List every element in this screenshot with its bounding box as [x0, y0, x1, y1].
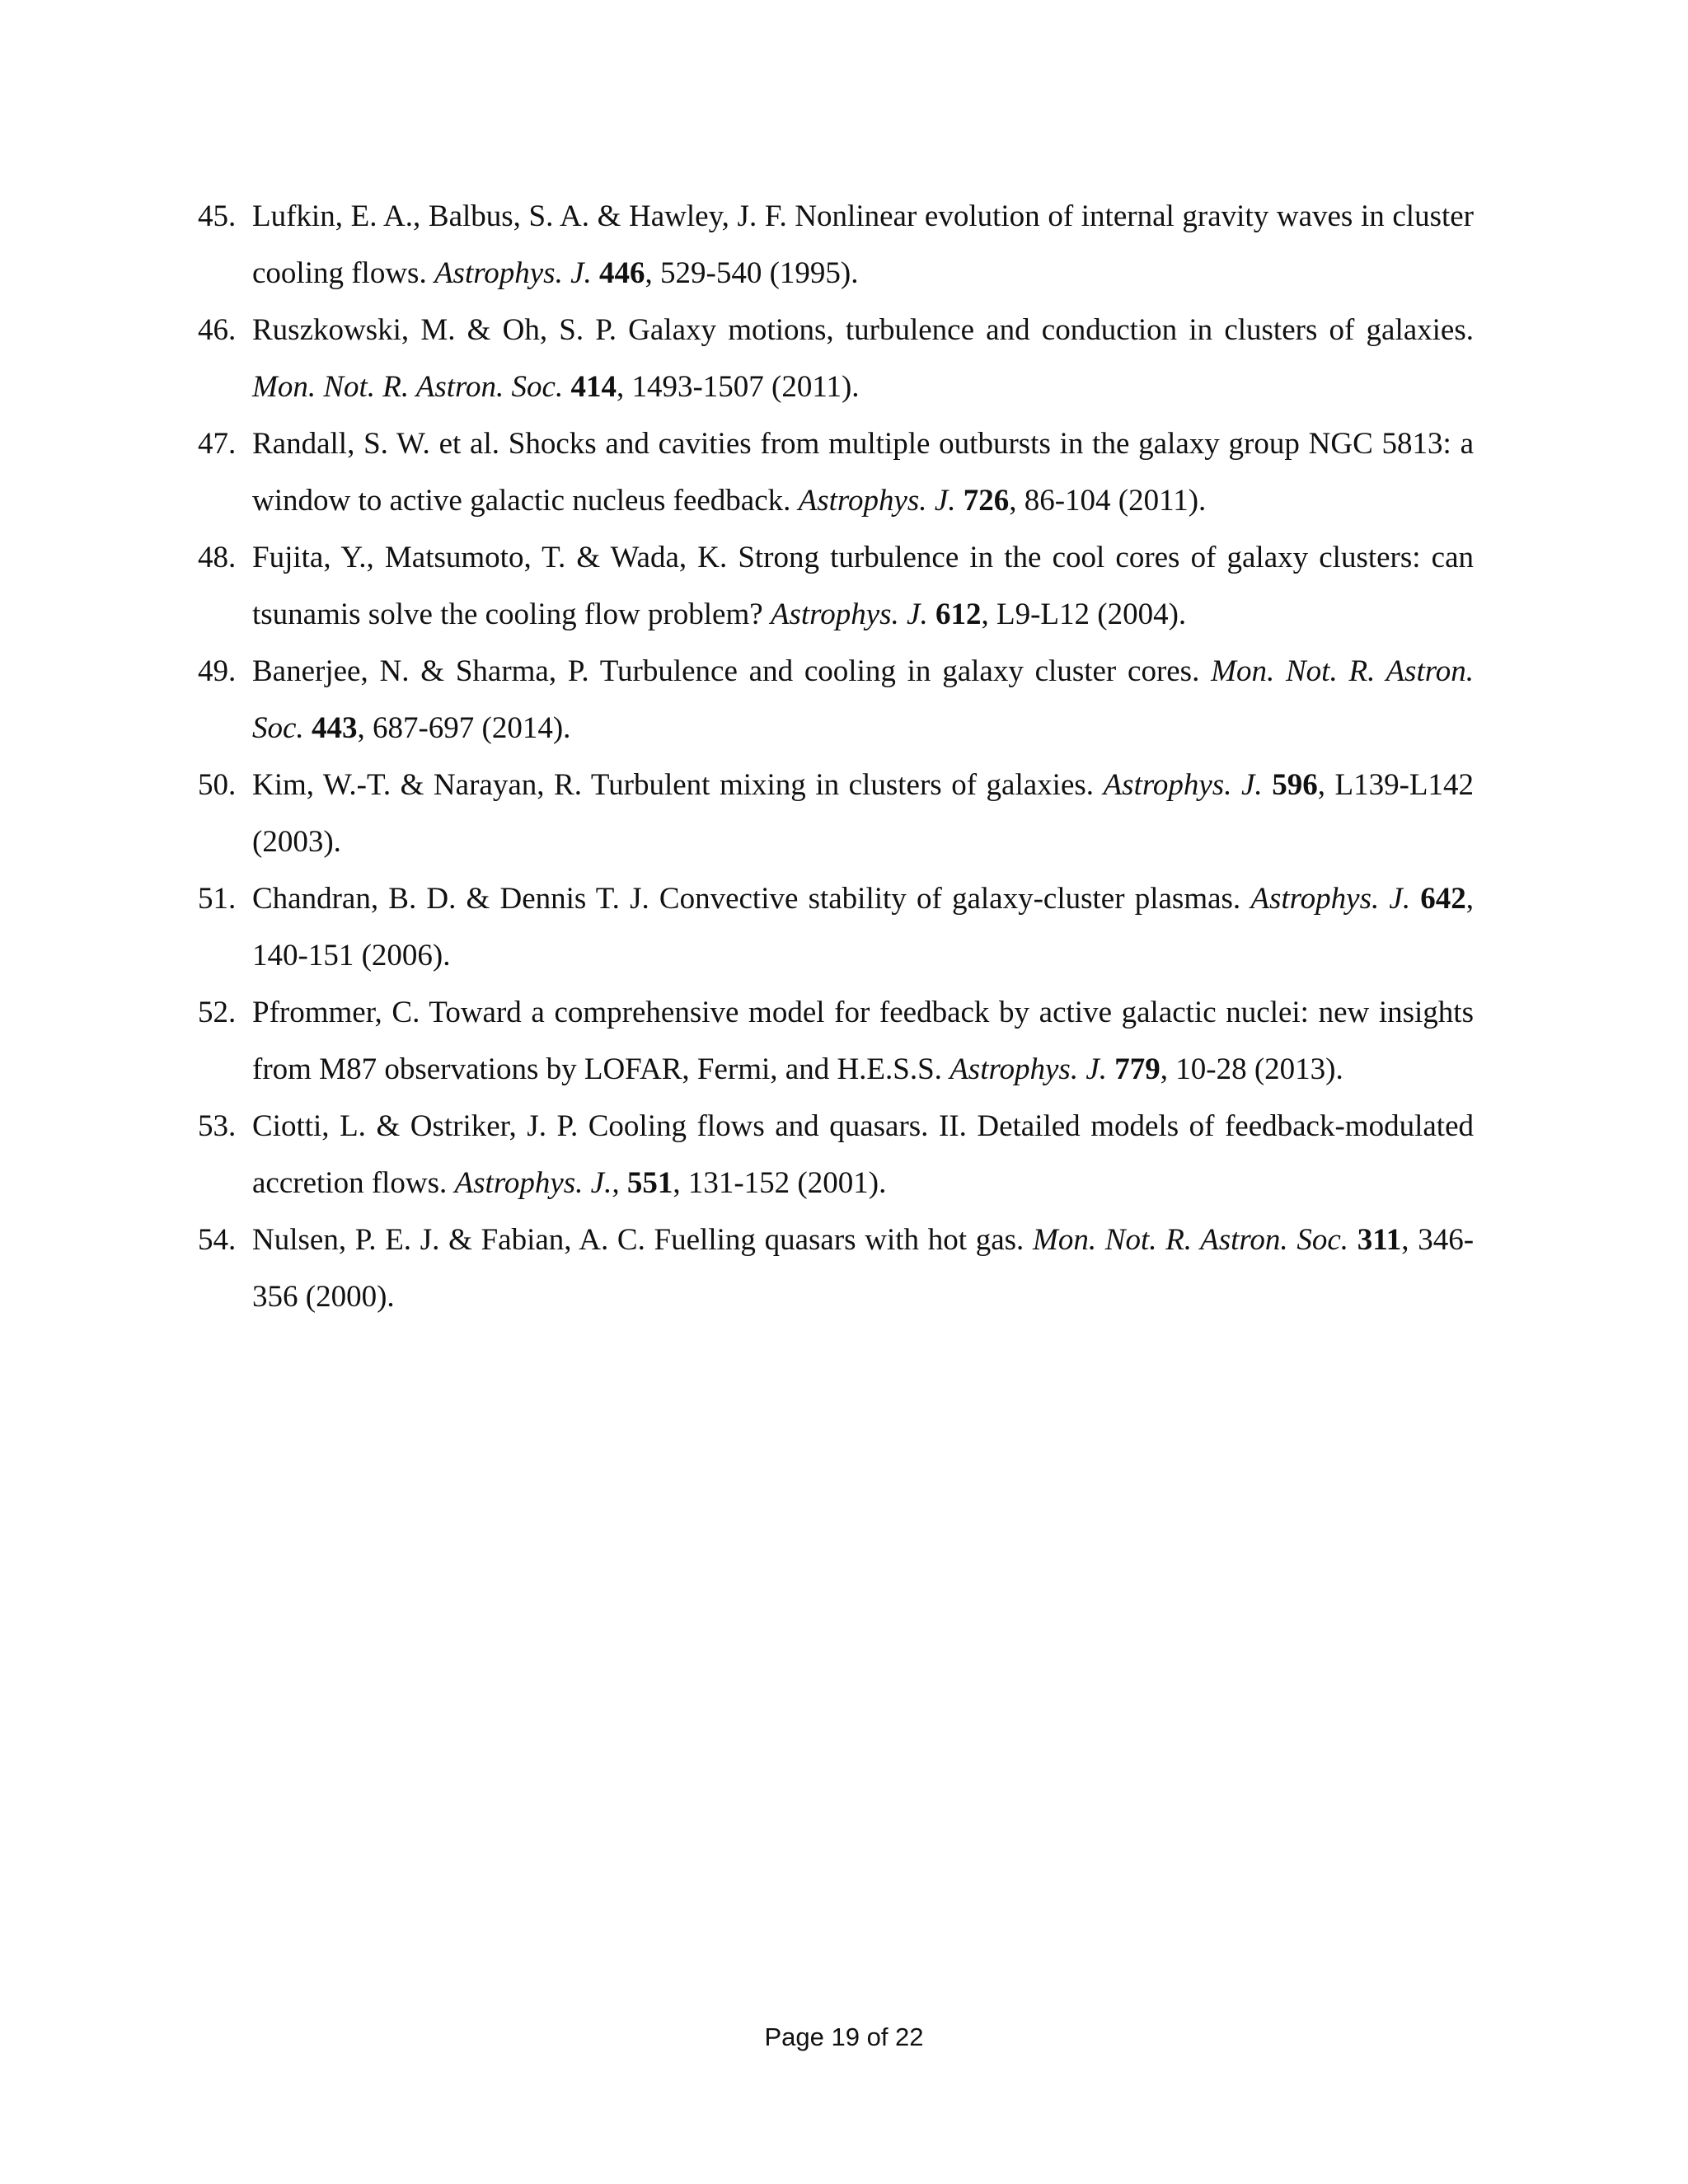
reference-text: Lufkin, E. A., Balbus, S. A. & Hawley, J. F. Nonlinear evolution of internal gravity waves in cluster cooling flows.: [252, 199, 1474, 290]
reference-number: 49.: [198, 654, 237, 688]
reference-text: Nulsen, P. E. J. & Fabian, A. C. Fuelling quasars with hot gas.: [252, 1223, 1034, 1257]
reference-number: 51.: [198, 882, 237, 916]
reference-text: Fujita, Y., Matsumoto, T. & Wada, K. Strong turbulence in the cool cores of galaxy clusters: can tsunamis solve the cooling flow problem?: [252, 541, 1474, 631]
reference-item: [198, 1098, 1474, 1212]
volume-number: 551: [626, 1166, 673, 1200]
reference-text: Kim, W.-T. & Narayan, R. Turbulent mixing in clusters of galaxies.: [252, 768, 1104, 802]
reference-number: 48.: [198, 541, 237, 574]
reference-text: Ciotti, L. & Ostriker, J. P. Cooling flows and quasars. II. Detailed models of feedback-modulated accretion flows.: [252, 1109, 1474, 1200]
reference-item: [198, 1212, 1474, 1325]
pages-year: , 131-152 (2001).: [673, 1166, 887, 1200]
reference-number: 47.: [198, 427, 237, 461]
page-number: Page 19 of 22: [764, 2022, 924, 2051]
reference-item: [198, 415, 1474, 529]
pages-year: , 529-540 (1995).: [645, 256, 859, 290]
journal-name: Mon. Not. R. Astron. Soc.: [252, 654, 1474, 745]
journal-name: Mon. Not. R. Astron. Soc.: [252, 370, 564, 404]
volume-number: 443: [311, 711, 358, 745]
volume-number: 779: [1114, 1052, 1160, 1086]
journal-name: Astrophys. J.: [1250, 882, 1411, 916]
reference-number: 52.: [198, 996, 237, 1029]
pages-year: , 140-151 (2006).: [252, 882, 1475, 972]
journal-name: Astrophys. J.: [798, 484, 956, 518]
journal-name: Astrophys. J.: [770, 598, 928, 631]
reference-item: [198, 984, 1474, 1098]
journal-name: Astrophys. J.,: [454, 1166, 620, 1200]
reference-number: 54.: [198, 1223, 237, 1257]
reference-item: [198, 757, 1474, 870]
pages-year: , L9-L12 (2004).: [981, 598, 1187, 631]
volume-number: 414: [570, 370, 617, 404]
reference-text: Banerjee, N. & Sharma, P. Turbulence and cooling in galaxy cluster cores.: [252, 654, 1212, 688]
reference-item: [198, 529, 1474, 643]
pages-year: , 10-28 (2013).: [1160, 1052, 1343, 1086]
pages-year: , 346-356 (2000).: [252, 1223, 1475, 1314]
reference-number: 46.: [198, 313, 237, 347]
journal-name: Mon. Not. R. Astron. Soc.: [1033, 1223, 1349, 1257]
volume-number: 596: [1272, 768, 1318, 802]
reference-text: Ruszkowski, M. & Oh, S. P. Galaxy motions, turbulence and conduction in clusters of galaxies.: [252, 313, 1474, 347]
journal-name: Astrophys. J.: [1103, 768, 1263, 802]
reference-item: [198, 643, 1474, 757]
journal-name: Astrophys. J.: [950, 1052, 1107, 1086]
reference-item: [198, 302, 1474, 415]
reference-text: Chandran, B. D. & Dennis T. J. Convective stability of galaxy-cluster plasmas.: [252, 882, 1251, 916]
pages-year: , L139-L142 (2003).: [252, 768, 1474, 859]
reference-text: Randall, S. W. et al. Shocks and cavities from multiple outbursts in the galaxy group NGC 5813: a window to active galactic nucleus feedback.: [252, 427, 1474, 518]
journal-name: Astrophys. J.: [434, 256, 592, 290]
reference-text: Pfrommer, C. Toward a comprehensive model for feedback by active galactic nuclei: new insights from M87 observations by LOFAR, Fermi, and H.E.S.S.: [252, 996, 1474, 1086]
reference-item: [198, 870, 1474, 984]
pages-year: , 1493-1507 (2011).: [616, 370, 860, 404]
reference-number: 45.: [198, 199, 237, 233]
reference-item: [198, 188, 1474, 302]
pages-year: , 86-104 (2011).: [1009, 484, 1207, 518]
volume-number: 726: [963, 484, 1010, 518]
volume-number: 612: [935, 598, 982, 631]
reference-number: 53.: [198, 1109, 237, 1143]
volume-number: 446: [599, 256, 645, 290]
reference-number: 50.: [198, 768, 237, 802]
volume-number: 311: [1357, 1223, 1402, 1257]
pages-year: , 687-697 (2014).: [357, 711, 571, 745]
volume-number: 642: [1420, 882, 1466, 916]
reference-list: [198, 188, 1474, 1325]
